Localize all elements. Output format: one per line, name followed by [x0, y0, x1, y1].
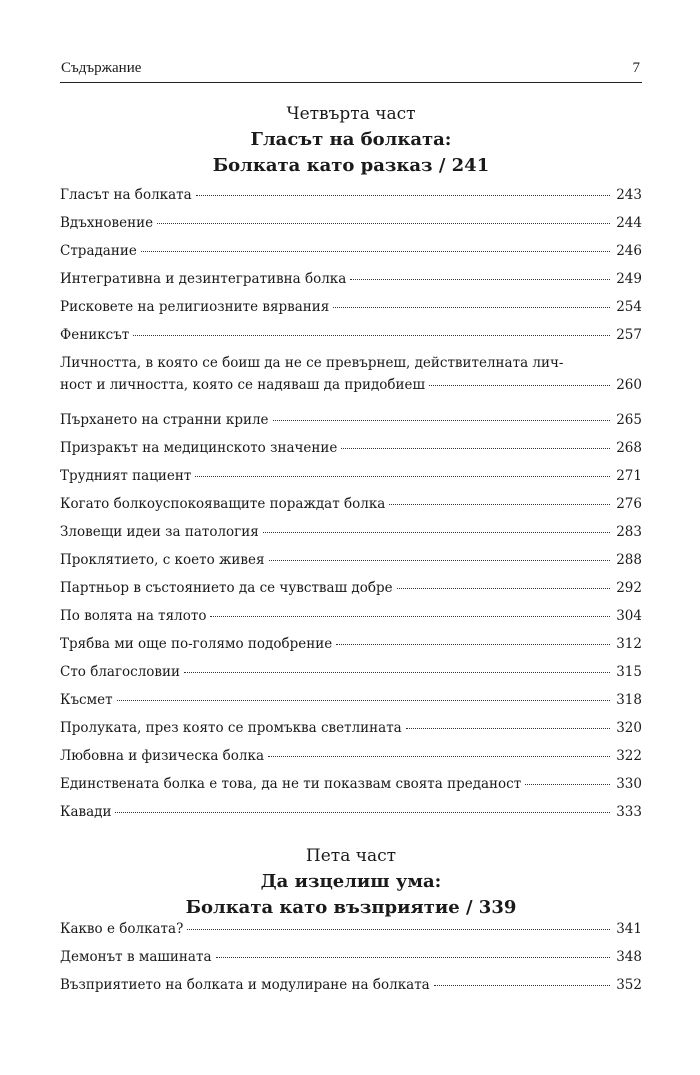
toc-leader-dots — [263, 532, 610, 533]
toc-leader-dots — [341, 448, 610, 449]
toc-entry[interactable] — [60, 577, 642, 599]
header-page-number: 7 — [632, 60, 640, 76]
toc-leader-dots — [117, 700, 611, 701]
toc-entry-title: Когато болкоуспокояващите пораждат болка — [60, 496, 386, 512]
part-title-line2: Болката като възприятие / 339 — [185, 897, 517, 918]
toc-entry-page: 254 — [616, 299, 642, 315]
toc-entry-title: Сто благословии — [60, 664, 181, 680]
toc-entry[interactable] — [60, 521, 642, 543]
part-title-line1: Гласът на болката: — [250, 129, 452, 150]
toc-entry-title: Призракът на медицинското значение — [60, 440, 338, 456]
toc-entry-title: Трудният пациент — [60, 468, 192, 484]
toc-entry[interactable] — [60, 240, 642, 262]
toc-leader-dots — [333, 307, 610, 308]
toc-leader-dots — [350, 279, 610, 280]
toc-entry-page: 276 — [616, 496, 642, 512]
toc-entry-title-line1: Личността, в която се боиш да не се превърнеш, действителната лич- — [60, 355, 564, 371]
toc-entry-title: Единствената болка е това, да не ти показвам своята преданост — [60, 776, 522, 792]
toc-entry-page: 320 — [616, 720, 642, 736]
toc-entry[interactable] — [60, 296, 642, 318]
toc-entry-title: По волята на тялото — [60, 608, 207, 624]
toc-entry-page: 271 — [616, 468, 642, 484]
toc-entry-page: 304 — [616, 608, 642, 624]
toc-entry[interactable] — [60, 974, 642, 996]
toc-leader-dots — [406, 728, 610, 729]
toc-leader-dots — [269, 560, 611, 561]
toc-leader-dots — [115, 812, 610, 813]
toc-leader-dots — [525, 784, 610, 785]
toc-leader-dots — [434, 985, 610, 986]
toc-entry-title: Страдание — [60, 243, 137, 259]
toc-entry[interactable] — [60, 465, 642, 487]
toc-entry-title: Демонът в машината — [60, 949, 212, 965]
toc-entry-title: Рисковете на религиозните вярвания — [60, 299, 330, 315]
toc-entry-page: 312 — [616, 636, 642, 652]
toc-entry[interactable] — [60, 689, 642, 711]
toc-entry[interactable] — [60, 184, 642, 206]
toc-entry-page: 244 — [616, 215, 642, 231]
toc-leader-dots — [210, 616, 610, 617]
toc-leader-dots — [133, 335, 610, 336]
toc-entry[interactable] — [60, 268, 642, 290]
part-four-heading — [60, 101, 642, 179]
toc-entry-page: 246 — [616, 243, 642, 259]
part-five — [60, 843, 642, 921]
toc-entry-title: Възприятието на болката и модулиране на болката — [60, 977, 430, 993]
toc-entry[interactable] — [60, 918, 642, 940]
toc-leader-dots — [273, 420, 611, 421]
toc-entry[interactable] — [60, 773, 642, 795]
toc-entry[interactable] — [60, 633, 642, 655]
toc-entry-title: Гласът на болката — [60, 187, 192, 203]
toc-leader-dots — [196, 195, 611, 196]
toc-entry-title: Пърхането на странни криле — [60, 412, 269, 428]
toc-entry[interactable] — [60, 212, 642, 234]
toc-entry-page: 352 — [616, 977, 642, 993]
toc-entry-title: Партньор в състоянието да се чувстваш добре — [60, 580, 393, 596]
toc-leader-dots — [216, 957, 611, 958]
part-title-line2: Болката като разказ / 241 — [212, 155, 490, 176]
toc-leader-dots — [336, 644, 610, 645]
part-label: Четвърта част — [286, 104, 416, 124]
toc-entry[interactable] — [60, 946, 642, 968]
toc-leader-dots — [184, 672, 610, 673]
toc-entry-page: 292 — [616, 580, 642, 596]
toc-entry-page: 268 — [616, 440, 642, 456]
header-title: Съдържание — [61, 60, 142, 76]
toc-entry-page: 288 — [616, 552, 642, 568]
toc-entry[interactable] — [60, 661, 642, 683]
toc-leader-dots — [429, 385, 610, 386]
toc-leader-dots — [141, 251, 610, 252]
toc-entry[interactable] — [60, 324, 642, 346]
toc-entry[interactable] — [60, 549, 642, 571]
part-five-heading — [60, 843, 642, 921]
toc-entry-page: 249 — [616, 271, 642, 287]
toc-entry-page: 257 — [616, 327, 642, 343]
part-four — [60, 101, 642, 179]
toc-entry-title: Интегративна и дезинтегративна болка — [60, 271, 347, 287]
toc-entry[interactable] — [60, 437, 642, 459]
toc-entry-title: Какво е болката? — [60, 921, 184, 937]
toc-leader-dots — [195, 476, 610, 477]
toc-leader-dots — [268, 756, 610, 757]
toc-entry-title: Кавади — [60, 804, 112, 820]
toc-entry-title: Късмет — [60, 692, 113, 708]
running-header — [60, 58, 642, 83]
toc-entry-page: 341 — [616, 921, 642, 937]
toc-entry-page: 315 — [616, 664, 642, 680]
toc-leader-dots — [389, 504, 610, 505]
toc-entry-page: 318 — [616, 692, 642, 708]
toc-entry-title: Трябва ми още по-голямо подобрение — [60, 636, 333, 652]
toc-entry-title: Пролуката, през която се промъква светлината — [60, 720, 402, 736]
toc-entry[interactable] — [60, 717, 642, 739]
toc-entry-page: 322 — [616, 748, 642, 764]
toc-entry-page: 260 — [616, 377, 642, 393]
part-title-line1: Да изцелиш ума: — [260, 871, 442, 892]
toc-entry-page: 243 — [616, 187, 642, 203]
toc-entry-page: 333 — [616, 804, 642, 820]
toc-leader-dots — [157, 223, 610, 224]
part-label: Пета част — [305, 846, 397, 866]
toc-entry[interactable] — [60, 801, 642, 823]
toc-entry-page: 330 — [616, 776, 642, 792]
toc-entry-page: 348 — [616, 949, 642, 965]
toc-entry-multiline[interactable] — [60, 352, 642, 396]
toc-entry[interactable] — [60, 745, 642, 767]
toc-entry[interactable] — [60, 409, 642, 431]
toc-entry-title: Вдъхновение — [60, 215, 154, 231]
toc-entry-page: 283 — [616, 524, 642, 540]
toc-entry-title: Проклятието, с което живея — [60, 552, 265, 568]
toc-entry-title: Любовна и физическа болка — [60, 748, 264, 764]
toc-entry[interactable] — [60, 493, 642, 515]
toc-entry-title: ност и личността, която се надяваш да придобиеш — [60, 377, 426, 393]
toc-entry-page: 265 — [616, 412, 642, 428]
toc-entry[interactable] — [60, 605, 642, 627]
toc-leader-dots — [187, 929, 610, 930]
toc-entry-title: Фениксът — [60, 327, 130, 343]
toc-leader-dots — [397, 588, 611, 589]
toc-entry-title: Зловещи идеи за патология — [60, 524, 259, 540]
